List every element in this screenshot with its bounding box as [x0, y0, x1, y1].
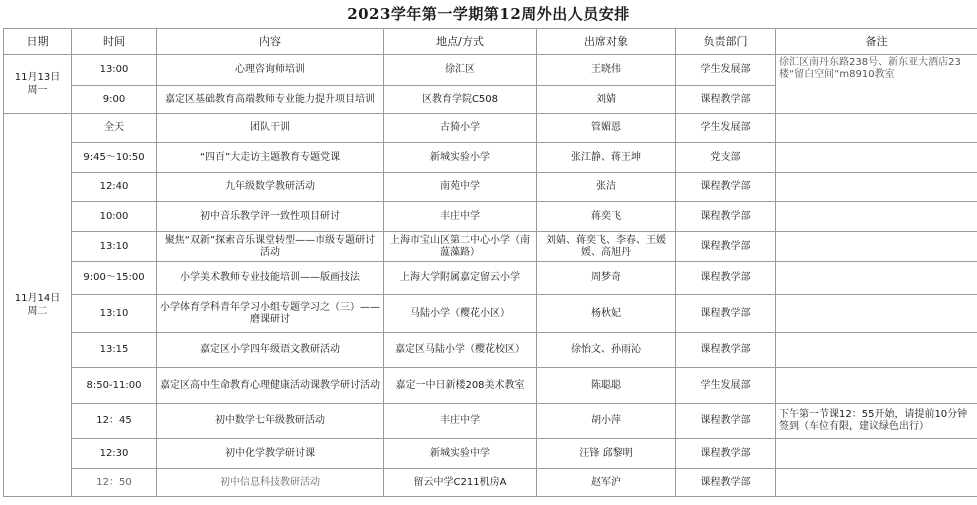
time-cell: 8:50-11:00	[72, 368, 157, 404]
time-cell: 12：50	[72, 469, 157, 497]
location-cell: 新城实验小学	[384, 143, 537, 173]
content-cell: 九年级数学教研活动	[157, 173, 384, 202]
table-row	[4, 333, 977, 368]
attendees-cell: 刘婧	[537, 86, 676, 114]
table-row	[4, 295, 977, 333]
attendees-cell: 汪锋 邱黎明	[537, 439, 676, 469]
location-cell: 嘉定一中日新楼208美术教室	[384, 368, 537, 404]
dept-cell: 学生发展部	[676, 368, 776, 404]
date-day: 11月14日	[14, 293, 61, 304]
note-cell	[776, 368, 977, 404]
attendees-cell: 杨秋妃	[537, 295, 676, 333]
dept-cell: 课程教学部	[676, 202, 776, 232]
date-day: 11月13日	[14, 72, 61, 83]
page-title: 2023学年第一学期第12周外出人员安排	[347, 5, 630, 23]
time-cell: 13:10	[72, 295, 157, 333]
dept-cell: 课程教学部	[676, 333, 776, 368]
dept-cell: 学生发展部	[676, 114, 776, 143]
time-cell: 9:00～15:00	[72, 262, 157, 295]
attendees-cell: 张江静、蒋王坤	[537, 143, 676, 173]
date-cell-mon	[4, 55, 72, 114]
dept-cell: 课程教学部	[676, 469, 776, 497]
attendees-cell: 蒋奕飞	[537, 202, 676, 232]
content-cell: 嘉定区基础教育高端教师专业能力提升项目培训	[157, 86, 384, 114]
attendees-cell: 刘婧、蒋奕飞、李春、王媛媛、高旭丹	[537, 232, 676, 262]
content-cell: 初中数学七年级教研活动	[157, 404, 384, 439]
header-note: 备注	[776, 29, 977, 55]
schedule-table	[3, 28, 977, 497]
date-weekday: 周二	[27, 306, 48, 317]
table-row	[4, 173, 977, 202]
attendees-cell: 赵军沪	[537, 469, 676, 497]
location-cell: 徐汇区	[384, 55, 537, 86]
note-cell	[776, 232, 977, 262]
dept-cell: 课程教学部	[676, 173, 776, 202]
content-cell: 心理咨询师培训	[157, 55, 384, 86]
content-cell: 聚焦“双新”探索音乐课堂转型——市级专题研讨活动	[157, 232, 384, 262]
location-cell: 区教育学院C508	[384, 86, 537, 114]
content-cell: 嘉定区小学四年级语文教研活动	[157, 333, 384, 368]
location-cell: 丰庄中学	[384, 404, 537, 439]
attendees-cell: 管媚恩	[537, 114, 676, 143]
location-cell: 南苑中学	[384, 173, 537, 202]
table-row	[4, 114, 977, 143]
note-cell: 徐汇区南丹东路238号、新东亚大酒店23楼“留白空间”m8910教室	[776, 55, 977, 114]
dept-cell: 课程教学部	[676, 86, 776, 114]
attendees-cell: 张洁	[537, 173, 676, 202]
time-cell: 9:00	[72, 86, 157, 114]
location-cell: 嘉定区马陆小学（樱花校区）	[384, 333, 537, 368]
header-date: 日期	[4, 29, 72, 55]
header-row	[4, 29, 977, 55]
time-cell: 10:00	[72, 202, 157, 232]
table-row	[4, 143, 977, 173]
content-cell: 嘉定区高中生命教育心理健康活动课教学研讨活动	[157, 368, 384, 404]
attendees-cell: 胡小萍	[537, 404, 676, 439]
attendees-cell: 王晓伟	[537, 55, 676, 86]
dept-cell: 课程教学部	[676, 439, 776, 469]
date-weekday: 周一	[27, 85, 48, 96]
location-cell: 丰庄中学	[384, 202, 537, 232]
content-cell: 团队干训	[157, 114, 384, 143]
note-cell	[776, 262, 977, 295]
note-cell: 下午第一节课12：55开始，请提前10分钟签到（车位有限，建议绿色出行）	[776, 404, 977, 439]
note-cell	[776, 295, 977, 333]
attendees-cell: 陈聪聪	[537, 368, 676, 404]
header-content: 内容	[157, 29, 384, 55]
table-row	[4, 404, 977, 439]
note-cell	[776, 469, 977, 497]
content-cell: 小学美术教师专业技能培训——版画技法	[157, 262, 384, 295]
header-location: 地点/方式	[384, 29, 537, 55]
header-time: 时间	[72, 29, 157, 55]
table-row	[4, 439, 977, 469]
dept-cell: 课程教学部	[676, 262, 776, 295]
attendees-cell: 徐怡文、孙雨沁	[537, 333, 676, 368]
dept-cell: 课程教学部	[676, 232, 776, 262]
location-cell: 新城实验中学	[384, 439, 537, 469]
note-cell	[776, 173, 977, 202]
time-cell: 13:15	[72, 333, 157, 368]
dept-cell: 课程教学部	[676, 404, 776, 439]
note-cell	[776, 143, 977, 173]
table-row	[4, 469, 977, 497]
time-cell: 9:45～10:50	[72, 143, 157, 173]
content-cell: 初中化学教学研讨课	[157, 439, 384, 469]
table-row	[4, 202, 977, 232]
header-dept: 负责部门	[676, 29, 776, 55]
table-row	[4, 232, 977, 262]
time-cell: 13:10	[72, 232, 157, 262]
date-cell-tue	[4, 114, 72, 497]
table-row	[4, 262, 977, 295]
content-cell: “四百”大走访主题教育专题党课	[157, 143, 384, 173]
table-row	[4, 368, 977, 404]
dept-cell: 学生发展部	[676, 55, 776, 86]
note-cell	[776, 439, 977, 469]
content-cell: 小学体育学科青年学习小组专题学习之（三）——磨课研讨	[157, 295, 384, 333]
time-cell: 12：45	[72, 404, 157, 439]
dept-cell: 党支部	[676, 143, 776, 173]
time-cell: 全天	[72, 114, 157, 143]
note-cell	[776, 333, 977, 368]
location-cell: 上海市宝山区第二中心小学（南蕰藻路）	[384, 232, 537, 262]
location-cell: 古猗小学	[384, 114, 537, 143]
attendees-cell: 周梦奇	[537, 262, 676, 295]
time-cell: 12:30	[72, 439, 157, 469]
location-cell: 马陆小学（樱花小区）	[384, 295, 537, 333]
location-cell: 上海大学附属嘉定留云小学	[384, 262, 537, 295]
time-cell: 13:00	[72, 55, 157, 86]
note-cell	[776, 114, 977, 143]
time-cell: 12:40	[72, 173, 157, 202]
header-attendees: 出席对象	[537, 29, 676, 55]
location-cell: 留云中学C211机房A	[384, 469, 537, 497]
note-cell	[776, 202, 977, 232]
table-row	[4, 55, 977, 86]
dept-cell: 课程教学部	[676, 295, 776, 333]
content-cell: 初中信息科技教研活动	[157, 469, 384, 497]
content-cell: 初中音乐教学评一致性项目研讨	[157, 202, 384, 232]
